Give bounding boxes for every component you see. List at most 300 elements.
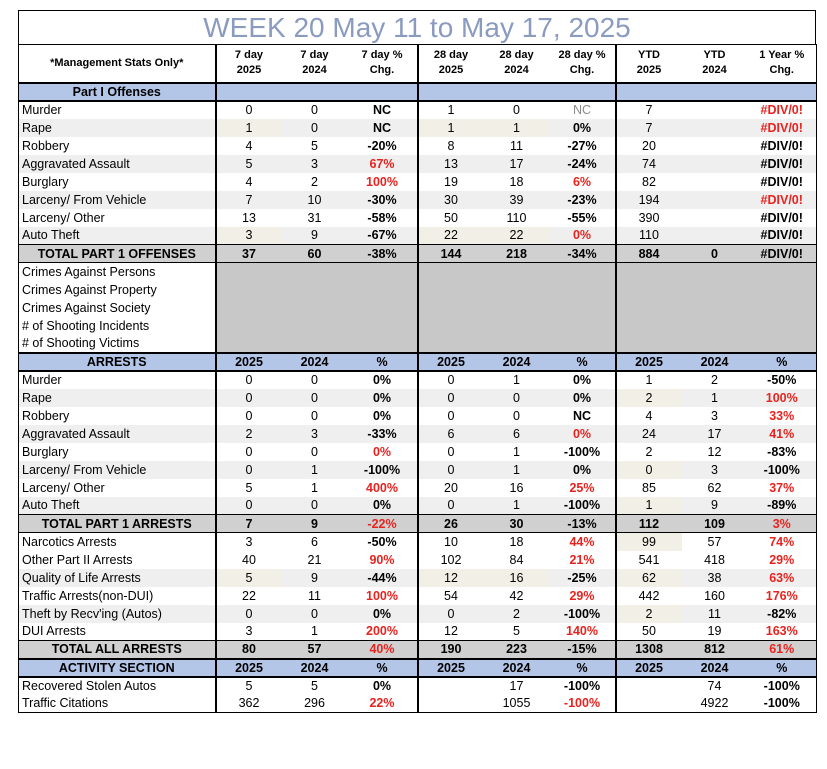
table-cell: 22% — [369, 696, 395, 711]
table-cell: 6 — [484, 425, 550, 443]
table-row-traffic-arrests-non-dui — [19, 587, 817, 605]
table-cell — [418, 317, 484, 335]
table-cell: 2025 — [418, 659, 484, 677]
table-cell: 74% — [769, 534, 795, 549]
table-cell — [348, 299, 418, 317]
table-cell — [748, 335, 817, 353]
table-cell — [682, 299, 748, 317]
table-cell: 2025 — [418, 353, 484, 371]
table-cell: 7 — [216, 191, 282, 209]
row-label: Murder — [22, 373, 62, 387]
row-label: Auto Theft — [19, 497, 216, 515]
table-cell: 13 — [418, 155, 484, 173]
table-cell: 0 — [418, 389, 484, 407]
table-cell — [616, 335, 682, 353]
table-cell: 2024 — [484, 353, 550, 371]
table-cell: -50% — [767, 373, 797, 387]
table-cell: 0 — [418, 443, 484, 461]
table-cell: #DIV/0! — [748, 245, 817, 263]
table-cell: 0% — [372, 373, 392, 387]
column-header: 7 day % Chg. — [361, 49, 403, 77]
table-cell: 100% — [748, 389, 817, 407]
row-label: Traffic Arrests(non-DUI) — [22, 588, 154, 603]
table-cell — [418, 695, 484, 713]
table-cell — [616, 317, 682, 335]
table-cell — [484, 83, 550, 101]
total-row-total-part-1-offenses — [19, 245, 817, 263]
column-header: *Management Stats Only* — [50, 56, 184, 69]
table-cell: 2025 — [216, 659, 282, 677]
table-cell: 7 — [616, 119, 682, 137]
table-cell: 85 — [616, 479, 682, 497]
table-cell: 2024 — [282, 353, 348, 371]
table-cell: % — [748, 659, 817, 677]
table-cell — [484, 335, 550, 353]
row-label: Larceny/ Other — [22, 210, 105, 225]
table-cell: 112 — [616, 515, 682, 533]
table-cell: 18 — [509, 534, 524, 549]
table-cell: -82% — [748, 605, 817, 623]
table-cell: -24% — [550, 155, 616, 173]
table-cell: -100% — [563, 679, 601, 693]
table-cell: 2 — [311, 174, 318, 189]
table-cell: 41% — [748, 425, 817, 443]
table-cell: -25% — [550, 569, 616, 587]
table-cell: 0% — [348, 389, 418, 407]
table-cell: 109 — [682, 515, 748, 533]
table-cell — [748, 83, 817, 101]
table-cell — [550, 299, 616, 317]
table-cell: 74 — [707, 679, 722, 693]
table-cell: 1308 — [616, 641, 682, 659]
table-row-crimes-against-society — [19, 299, 817, 317]
table-cell: 1 — [484, 497, 550, 515]
column-header: 7 day 2024 — [300, 49, 329, 77]
table-cell: 17 — [682, 425, 748, 443]
table-cell: 57 — [282, 641, 348, 659]
table-cell: 0% — [550, 389, 616, 407]
table-cell: 18 — [509, 174, 524, 189]
table-cell: 5 — [311, 138, 318, 153]
row-label: Robbery — [22, 138, 70, 153]
table-cell: 9 — [282, 515, 348, 533]
column-header: YTD 2025 — [616, 45, 682, 83]
table-cell: 6 — [311, 534, 318, 549]
table-cell — [348, 335, 418, 353]
table-cell: 21 — [307, 552, 322, 567]
table-cell: 110 — [506, 210, 527, 225]
row-label: Aggravated Assault — [19, 425, 216, 443]
table-cell: 442 — [616, 587, 682, 605]
table-cell: 218 — [484, 245, 550, 263]
table-row-robbery — [19, 407, 817, 425]
table-cell: 0 — [216, 407, 282, 425]
table-cell — [282, 299, 348, 317]
table-cell: 1 — [418, 101, 484, 119]
table-row-burglary — [19, 173, 817, 191]
column-header: YTD 2024 — [702, 49, 727, 77]
table-cell: 9 — [282, 569, 348, 587]
row-label: TOTAL PART 1 OFFENSES — [19, 245, 216, 263]
table-cell: 2 — [616, 443, 682, 461]
table-cell: 16 — [509, 480, 524, 495]
table-cell: 362 — [216, 695, 282, 713]
table-cell: -100% — [550, 605, 616, 623]
table-cell: 223 — [484, 641, 550, 659]
table-cell: 0% — [550, 227, 616, 245]
table-row-auto-theft — [19, 227, 817, 245]
table-cell: 0 — [216, 605, 282, 623]
table-cell: 38 — [682, 569, 748, 587]
table-row-narcotics-arrests — [19, 533, 817, 551]
table-cell: 3 — [216, 533, 282, 551]
table-row-auto-theft — [19, 497, 817, 515]
table-cell — [216, 317, 282, 335]
table-cell — [682, 263, 748, 281]
table-cell: % — [348, 353, 418, 371]
table-cell: 0 — [311, 408, 318, 423]
table-cell: 0 — [616, 461, 682, 479]
table-row-aggravated-assault — [19, 155, 817, 173]
table-cell: 200% — [366, 624, 398, 639]
row-label: # of Shooting Victims — [22, 336, 140, 350]
row-label: Crimes Against Property — [22, 282, 157, 297]
table-cell: 163% — [765, 624, 798, 639]
table-cell: 62 — [707, 480, 722, 495]
row-label: Recovered Stolen Autos — [22, 679, 157, 693]
table-cell: 390 — [616, 209, 682, 227]
table-cell — [748, 299, 817, 317]
table-cell: 19 — [707, 624, 722, 639]
table-row-robbery — [19, 137, 817, 155]
row-label: # of Shooting Incidents — [22, 318, 150, 333]
table-row-burglary — [19, 443, 817, 461]
table-cell: 5 — [216, 677, 282, 695]
table-cell: 0% — [372, 679, 392, 693]
table-cell: 0 — [513, 103, 520, 117]
table-cell: 3 — [216, 227, 282, 245]
table-cell: 37% — [769, 480, 795, 495]
table-cell: 0% — [372, 444, 392, 459]
table-cell: -23% — [550, 191, 616, 209]
table-cell — [682, 173, 748, 191]
table-cell: 50 — [418, 209, 484, 227]
table-row-larceny-other — [19, 479, 817, 497]
table-cell: 37 — [216, 245, 282, 263]
table-cell: 3 — [282, 425, 348, 443]
table-cell: 160 — [704, 588, 725, 603]
table-cell: 39 — [484, 191, 550, 209]
table-cell — [616, 83, 682, 101]
table-cell: NC — [372, 103, 392, 117]
table-cell: 40% — [348, 641, 418, 659]
total-row-total-all-arrests — [19, 641, 817, 659]
table-cell: 11 — [510, 138, 523, 153]
table-row-larceny-other — [19, 209, 817, 227]
stats-table — [18, 44, 817, 713]
column-header: 28 day % Chg. — [558, 49, 606, 77]
table-cell: -100% — [550, 497, 616, 515]
table-cell: 9 — [282, 227, 348, 245]
table-cell: 3 — [711, 408, 718, 423]
table-cell: -100% — [348, 461, 418, 479]
table-row-traffic-citations — [19, 695, 817, 713]
table-cell: 26 — [418, 515, 484, 533]
table-cell — [282, 83, 348, 101]
table-cell: -34% — [550, 245, 616, 263]
table-cell: 74 — [616, 155, 682, 173]
total-row-total-part-1-arrests — [19, 515, 817, 533]
table-cell: 190 — [418, 641, 484, 659]
table-cell: 82 — [616, 173, 682, 191]
table-cell — [682, 281, 748, 299]
table-cell: % — [748, 353, 817, 371]
table-cell: 10 — [282, 191, 348, 209]
table-cell: 17 — [509, 679, 524, 693]
table-row-larceny-from-vehicle — [19, 461, 817, 479]
row-label: Crimes Against Persons — [22, 264, 156, 279]
table-cell: 84 — [509, 552, 524, 567]
table-cell: 60 — [282, 245, 348, 263]
table-cell: % — [550, 659, 616, 677]
table-cell: -50% — [367, 534, 397, 549]
table-cell: #DIV/0! — [748, 227, 817, 245]
row-label: Larceny/ Other — [22, 480, 105, 495]
table-cell: 7 — [616, 101, 682, 119]
table-cell: 3 — [682, 461, 748, 479]
table-cell: 4 — [616, 407, 682, 425]
table-cell: 11 — [682, 605, 748, 623]
table-cell: 0 — [418, 605, 484, 623]
table-cell: 90% — [369, 552, 395, 567]
table-cell: 2025 — [216, 353, 282, 371]
table-row-murder — [19, 101, 817, 119]
table-cell: 57 — [707, 534, 722, 549]
table-cell — [616, 677, 682, 695]
table-cell: #DIV/0! — [760, 210, 803, 225]
table-cell — [682, 335, 748, 353]
table-cell: #DIV/0! — [760, 174, 803, 189]
table-cell: 63% — [748, 569, 817, 587]
table-cell: 0 — [484, 389, 550, 407]
table-cell: -55% — [567, 210, 597, 225]
row-label: Auto Theft — [19, 227, 216, 245]
table-cell: 21% — [569, 552, 595, 567]
table-cell: 29% — [769, 552, 795, 567]
table-cell: 5 — [216, 479, 282, 497]
table-row-dui-arrests — [19, 623, 817, 641]
table-cell: % — [348, 659, 418, 677]
table-cell — [484, 299, 550, 317]
table-cell — [550, 335, 616, 353]
table-cell: -20% — [367, 138, 397, 153]
row-label: Other Part II Arrests — [22, 552, 133, 567]
table-cell — [550, 281, 616, 299]
table-cell — [348, 263, 418, 281]
table-cell — [484, 281, 550, 299]
column-header: 28 day 2025 — [418, 45, 484, 83]
table-cell: 5 — [513, 624, 520, 639]
table-cell: 30 — [484, 515, 550, 533]
table-cell — [348, 317, 418, 335]
table-cell: 40 — [216, 551, 282, 569]
table-cell: #DIV/0! — [760, 103, 803, 117]
table-cell: 2024 — [282, 659, 348, 677]
table-cell: 20 — [418, 479, 484, 497]
table-cell: 99 — [616, 533, 682, 551]
table-cell: 12 — [418, 623, 484, 641]
table-cell: 12 — [707, 444, 722, 459]
table-cell: 67% — [348, 155, 418, 173]
table-cell: #DIV/0! — [748, 119, 817, 137]
table-row-of-shooting-incidents — [19, 317, 817, 335]
table-cell: 24 — [616, 425, 682, 443]
table-cell: 1 — [311, 624, 318, 639]
table-cell: 0% — [372, 408, 392, 423]
stats-sheet — [18, 10, 816, 713]
table-cell: 33% — [769, 408, 795, 423]
table-cell — [550, 317, 616, 335]
row-label: TOTAL PART 1 ARRESTS — [19, 515, 216, 533]
table-cell: -22% — [348, 515, 418, 533]
table-cell: 2025 — [616, 659, 682, 677]
table-cell: 0 — [418, 407, 484, 425]
table-cell: 22 — [216, 587, 282, 605]
table-cell: 25% — [569, 480, 595, 495]
table-cell: NC — [348, 119, 418, 137]
table-cell: 0% — [550, 461, 616, 479]
row-label: ARRESTS — [19, 353, 216, 371]
table-cell: 2024 — [682, 353, 748, 371]
table-cell — [484, 263, 550, 281]
table-cell — [418, 83, 484, 101]
table-cell — [418, 281, 484, 299]
table-cell: 42 — [509, 588, 524, 603]
table-cell: 1 — [616, 371, 682, 389]
table-cell: 110 — [616, 227, 682, 245]
table-cell — [216, 335, 282, 353]
table-cell: 0 — [282, 389, 348, 407]
table-cell: #DIV/0! — [748, 191, 817, 209]
row-label: Burglary — [22, 444, 69, 459]
table-cell: 2024 — [682, 659, 748, 677]
table-cell: 20 — [616, 137, 682, 155]
table-cell: 0% — [550, 425, 616, 443]
table-cell: 4 — [216, 137, 282, 155]
table-cell: -100% — [763, 679, 800, 693]
table-row-of-shooting-victims — [19, 335, 817, 353]
row-label: Burglary — [22, 174, 69, 189]
table-cell: 0 — [282, 605, 348, 623]
table-cell: 22 — [418, 227, 484, 245]
column-header: 28 day 2024 — [499, 49, 534, 77]
table-cell: 194 — [616, 191, 682, 209]
table-cell: 62 — [616, 569, 682, 587]
table-cell — [550, 263, 616, 281]
table-cell: -67% — [348, 227, 418, 245]
table-cell — [418, 299, 484, 317]
table-cell: 0 — [311, 103, 318, 117]
table-cell: 0 — [682, 245, 748, 263]
table-cell — [748, 263, 817, 281]
table-cell: 5 — [216, 155, 282, 173]
table-cell: 812 — [682, 641, 748, 659]
table-cell: 30 — [418, 191, 484, 209]
table-cell: 2 — [616, 605, 682, 623]
table-cell: 2 — [484, 605, 550, 623]
row-label: Robbery — [22, 408, 70, 423]
table-cell: -100% — [748, 461, 817, 479]
table-cell: % — [550, 353, 616, 371]
row-label: Aggravated Assault — [19, 155, 216, 173]
table-cell: 0 — [418, 371, 484, 389]
row-label: ACTIVITY SECTION — [19, 659, 216, 677]
table-cell — [282, 263, 348, 281]
table-cell: 100% — [366, 588, 398, 603]
column-header: 1 Year % Chg. — [759, 49, 805, 77]
table-cell: 0% — [550, 119, 616, 137]
table-cell — [616, 281, 682, 299]
table-cell: 11 — [308, 588, 321, 603]
row-label: Traffic Citations — [22, 696, 109, 711]
table-cell: 0 — [216, 461, 282, 479]
table-cell: 0% — [348, 605, 418, 623]
table-cell: 4 — [216, 173, 282, 191]
table-cell — [348, 281, 418, 299]
table-cell — [550, 83, 616, 101]
table-cell: 0 — [216, 497, 282, 515]
table-cell — [216, 263, 282, 281]
table-cell: 9 — [682, 497, 748, 515]
table-cell: 4922 — [700, 696, 729, 711]
table-cell: 140% — [566, 624, 598, 639]
table-cell — [748, 281, 817, 299]
row-label: Narcotics Arrests — [22, 534, 117, 549]
table-row-theft-by-recv-ing-autos — [19, 605, 817, 623]
table-cell: 5 — [216, 569, 282, 587]
table-cell: 6 — [418, 425, 484, 443]
table-cell: 1 — [682, 389, 748, 407]
table-cell: 400% — [366, 480, 398, 495]
table-cell: 0 — [311, 444, 318, 459]
table-cell: 0 — [216, 101, 282, 119]
table-cell — [484, 317, 550, 335]
row-label: Rape — [19, 119, 216, 137]
table-cell: 1 — [616, 497, 682, 515]
table-cell — [418, 335, 484, 353]
row-label: Crimes Against Society — [22, 300, 151, 315]
table-cell — [216, 299, 282, 317]
row-label: Murder — [22, 103, 62, 117]
table-cell: 3 — [282, 155, 348, 173]
table-cell: 1 — [513, 373, 520, 387]
table-cell — [682, 155, 748, 173]
table-cell: 1 — [216, 119, 282, 137]
table-cell — [682, 317, 748, 335]
table-cell: 80 — [216, 641, 282, 659]
table-cell: -15% — [550, 641, 616, 659]
table-cell: 0 — [513, 408, 520, 423]
table-row-quality-of-life-arrests — [19, 569, 817, 587]
table-cell: 0% — [572, 373, 592, 387]
table-cell: 0 — [216, 443, 282, 461]
row-label: TOTAL ALL ARRESTS — [19, 641, 216, 659]
table-cell — [682, 119, 748, 137]
table-cell: -13% — [550, 515, 616, 533]
table-cell: 0 — [311, 373, 318, 387]
table-row-other-part-ii-arrests — [19, 551, 817, 569]
table-cell: 884 — [616, 245, 682, 263]
